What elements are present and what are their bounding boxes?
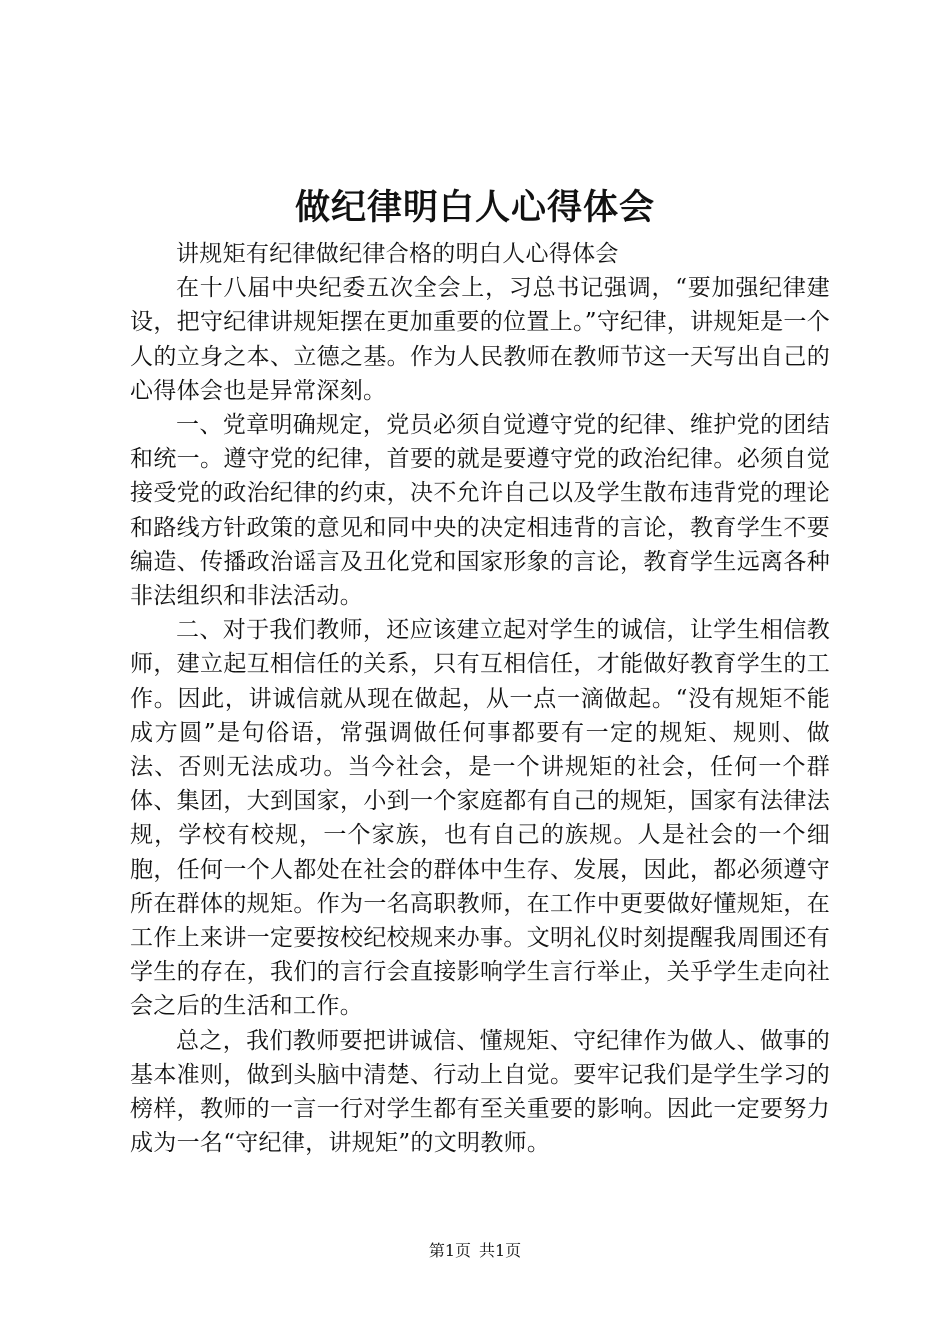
page-footer [0,1240,950,1262]
intro-paragraph: 在十八届中央纪委五次全会上，习总书记强调，“要加强纪律建设，把守纪律讲规矩摆在更加重要的位置上。”守纪律，讲规矩是一个人的立身之本、立德之基。作为人民教师在教师节这一天写出自己的心得体会也是异常深刻。 [130,275,830,404]
subtitle-paragraph: 讲规矩有纪律做纪律合格的明白人心得体会 [176,241,619,267]
conclusion-paragraph: 总之，我们教师要把讲诚信、懂规矩、守纪律作为做人、做事的基本准则，做到头脑中清楚、行动上自觉。要牢记我们是学生学习的榜样，教师的一言一行对学生都有至关重要的影响。因此一定要努力成为一名“守纪律，讲规矩”的文明教师。 [130,1027,830,1157]
page-number: 第1页 [428,1241,471,1260]
document-body [130,237,830,1160]
section-one-paragraph: 一、党章明确规定，党员必须自觉遵守党的纪律、维护党的团结和统一。遵守党的纪律，首要的就是要遵守党的政治纪律。必须自觉接受党的政治纪律的约束，决不允许自己以及学生散布违背党的理论和路线方针政策的意见和同中央的决定相违背的言论，教育学生不要编造、传播政治谣言及丑化党和国家形象的言论，教育学生远离各种非法组织和非法活动。 [130,412,830,610]
page-total: 共1页 [479,1241,522,1260]
section-two-paragraph: 二、对于我们教师，还应该建立起对学生的诚信，让学生相信教师，建立起互相信任的关系，只有互相信任，才能做好教育学生的工作。因此，讲诚信就从现在做起，从一点一滴做起。“没有规矩不能成方圆”是句俗语，常强调做任何事都要有一定的规矩、规则、做法、否则无法成功。当今社会，是一个讲规矩的社会，任何一个群体、集团，大到国家，小到一个家庭都有自己的规矩，国家有法律法规，学校有校规，一个家族，也有自己的族规。人是社会的一个细胞，任何一个人都处在社会的群体中生存、发展，因此，都必须遵守所在群体的规矩。作为一名高职教师，在工作中更要做好懂规矩，在工作上来讲一定要按校纪校规来办事。文明礼仪时刻提醒我周围还有学生的存在，我们的言行会直接影响学生言行举止，关乎学生走向社会之后的生活和工作。 [130,617,830,1020]
document-title: 做纪律明白人心得体会 [294,187,655,228]
